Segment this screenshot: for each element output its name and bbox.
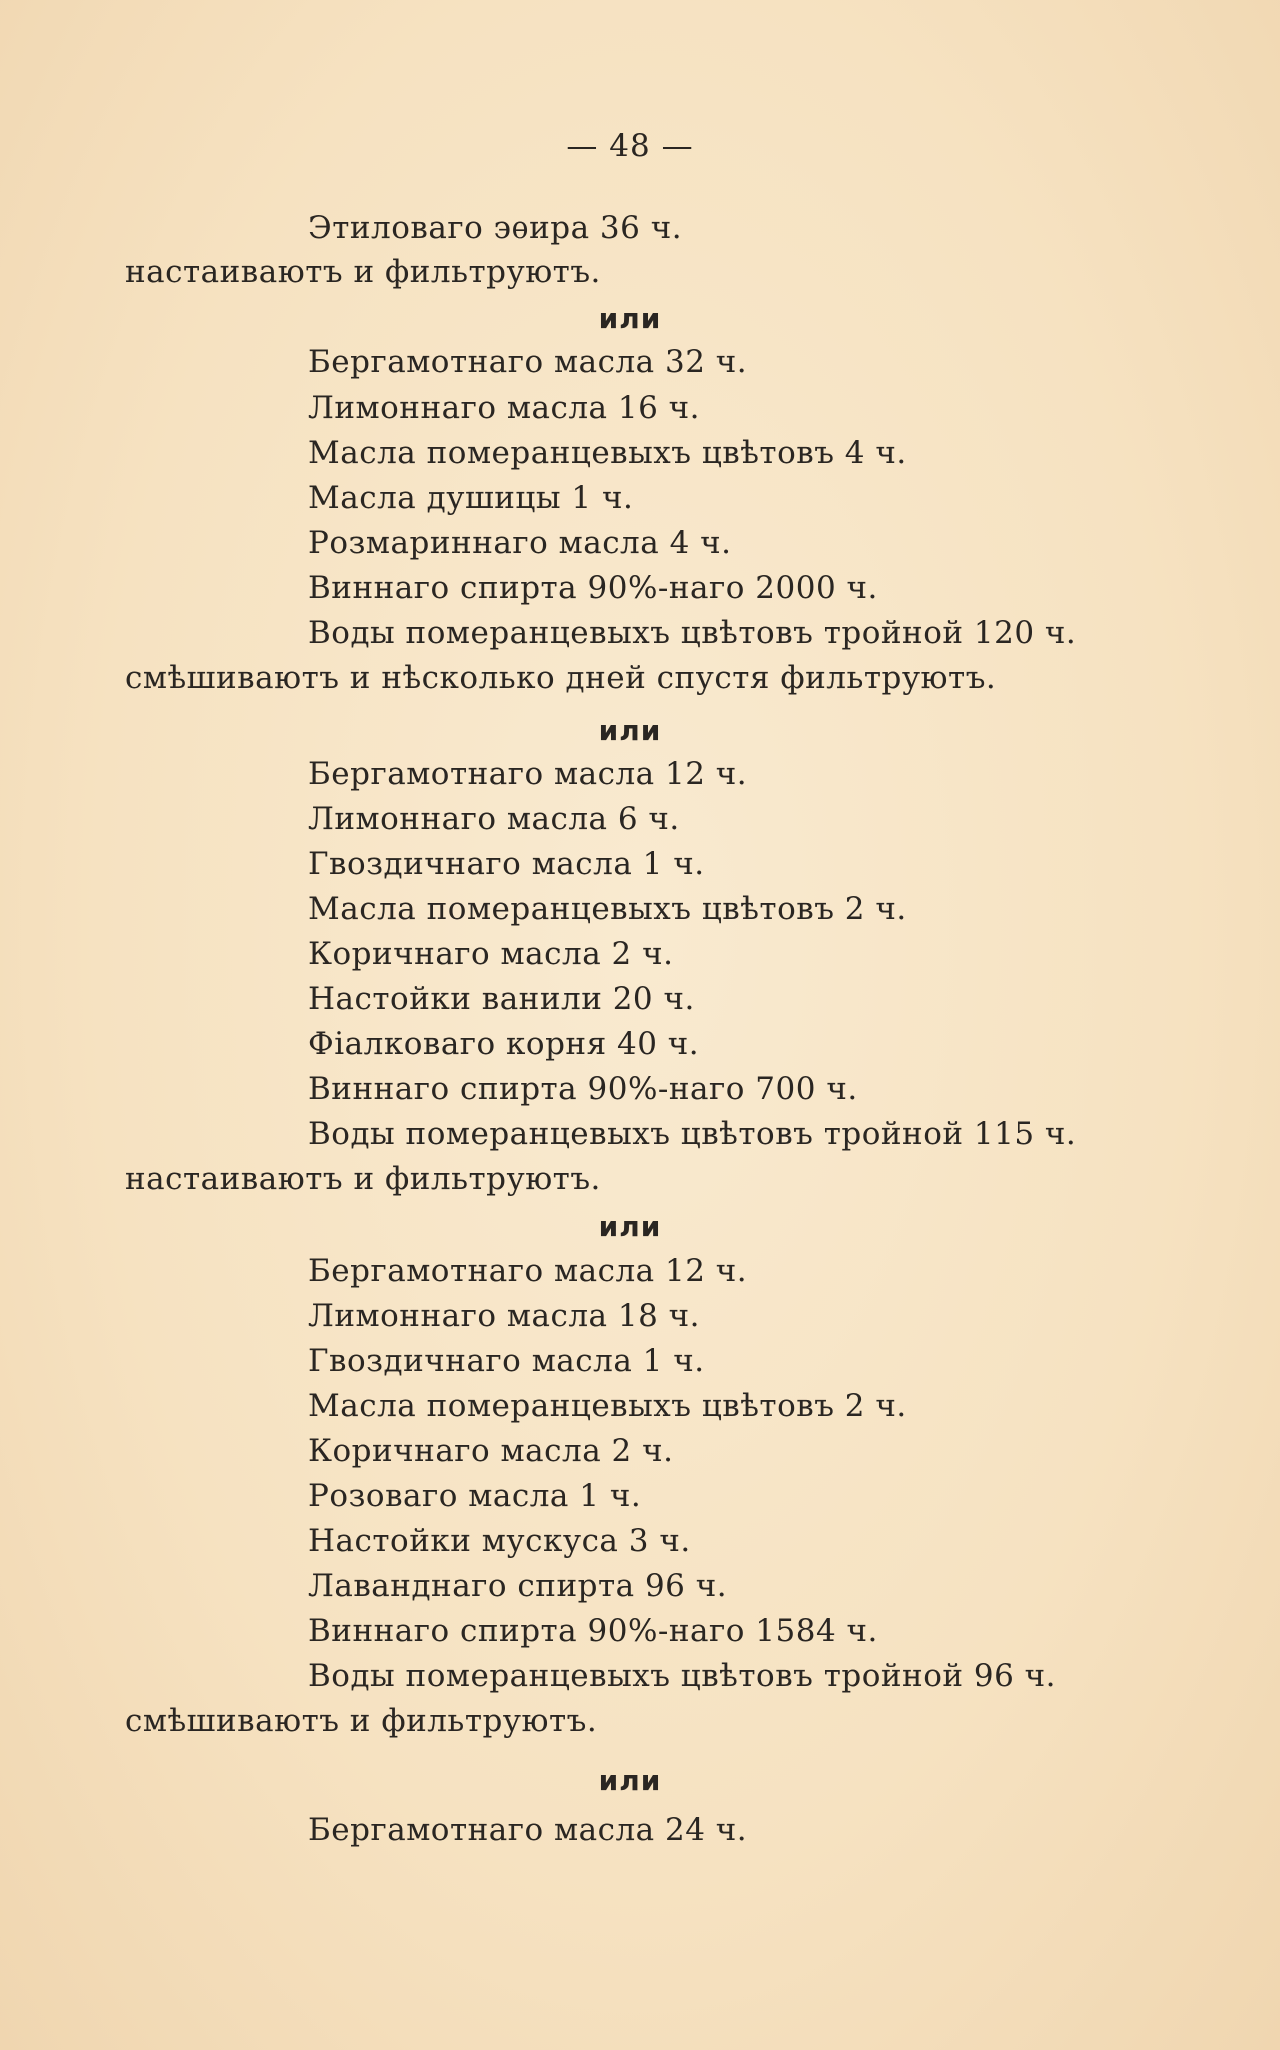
recipe-line: Масла душицы 1 ч.	[308, 480, 634, 516]
recipe-line: Воды померанцевыхъ цвѣтовъ тройной 96 ч.	[308, 1658, 1057, 1694]
recipe-line: Коричнаго масла 2 ч.	[308, 1433, 674, 1469]
recipe-line: Розмариннаго масла 4 ч.	[308, 525, 732, 561]
recipe-line: Лаванднаго спирта 96 ч.	[308, 1568, 728, 1604]
recipe-line: Розоваго масла 1 ч.	[308, 1478, 642, 1514]
page-number: — 48 —	[566, 128, 694, 164]
recipe-line: Бергамотнаго масла 12 ч.	[308, 1253, 748, 1289]
recipe-line: Бергамотнаго масла 32 ч.	[308, 344, 748, 380]
recipe-line: Настойки ванили 20 ч.	[308, 981, 695, 1017]
instruction-line: настаиваютъ и фильтруютъ.	[125, 254, 601, 290]
recipe-line: Масла померанцевыхъ цвѣтовъ 2 ч.	[308, 891, 907, 927]
recipe-line: Гвоздичнаго масла 1 ч.	[308, 846, 705, 882]
separator-ili: или	[598, 1764, 662, 1797]
recipe-line: Виннаго спирта 90%-наго 700 ч.	[308, 1071, 858, 1107]
instruction-line: смѣшиваютъ и нѣсколько дней спустя фильтруютъ.	[125, 660, 997, 696]
separator-ili: или	[598, 302, 662, 335]
recipe-line: Гвоздичнаго масла 1 ч.	[308, 1343, 705, 1379]
recipe-line: Коричнаго масла 2 ч.	[308, 936, 674, 972]
recipe-line: Виннаго спирта 90%-наго 2000 ч.	[308, 570, 878, 606]
instruction-line: настаиваютъ и фильтруютъ.	[125, 1161, 601, 1197]
recipe-line: Воды померанцевыхъ цвѣтовъ тройной 120 ч.	[308, 615, 1077, 651]
recipe-line: Масла померанцевыхъ цвѣтовъ 2 ч.	[308, 1388, 907, 1424]
recipe-line: Этиловаго эѳира 36 ч.	[308, 210, 683, 246]
recipe-line: Масла померанцевыхъ цвѣтовъ 4 ч.	[308, 435, 907, 471]
recipe-line: Фіалковаго корня 40 ч.	[308, 1026, 700, 1062]
recipe-line: Бергамотнаго масла 12 ч.	[308, 756, 748, 792]
separator-ili: или	[598, 714, 662, 747]
recipe-line: Лимоннаго масла 18 ч.	[308, 1298, 701, 1334]
recipe-line: Лимоннаго масла 16 ч.	[308, 390, 701, 426]
recipe-line: Виннаго спирта 90%-наго 1584 ч.	[308, 1613, 878, 1649]
recipe-line: Бергамотнаго масла 24 ч.	[308, 1812, 748, 1848]
instruction-line: смѣшиваютъ и фильтруютъ.	[125, 1703, 598, 1739]
recipe-line: Лимоннаго масла 6 ч.	[308, 801, 680, 837]
recipe-line: Настойки мускуса 3 ч.	[308, 1523, 691, 1559]
recipe-line: Воды померанцевыхъ цвѣтовъ тройной 115 ч.	[308, 1116, 1077, 1152]
separator-ili: или	[598, 1210, 662, 1243]
